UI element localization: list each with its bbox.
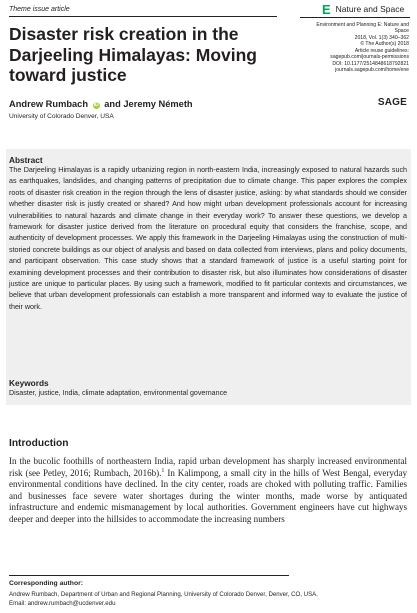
footnote-ref-1[interactable]: 1 bbox=[161, 467, 165, 474]
article-title: Disaster risk creation in the Darjeeling Himalayas: Moving toward justice bbox=[9, 24, 257, 85]
corresponding-heading: Corresponding author: bbox=[9, 580, 84, 587]
orcid-icon[interactable]: iD bbox=[93, 102, 99, 108]
keywords-text: Disaster, justice, India, climate adaptation, environmental governance bbox=[9, 389, 228, 397]
affiliation: University of Colorado Denver, USA bbox=[9, 113, 114, 120]
meta-permissions-link[interactable]: sagepub.com/journals-permissions bbox=[330, 54, 409, 61]
sage-logo bbox=[378, 97, 407, 108]
meta-journal-name-cont: Space bbox=[394, 28, 409, 35]
journal-brand[interactable] bbox=[322, 2, 404, 16]
corresponding-address: Andrew Rumbach, Department of Urban and Regional Planning, University of Colorado Denver, Denver, CO, USA. bbox=[9, 591, 318, 598]
introduction-text bbox=[9, 456, 407, 525]
keywords-heading: Keywords bbox=[9, 378, 49, 388]
meta-doi-link[interactable]: DOI: 10.1177/2514848618792821 bbox=[332, 60, 409, 67]
journal-brand-name: Nature and Space bbox=[335, 4, 405, 14]
abstract-text: The Darjeeling Himalayas is a rapidly urbanizing region in north-eastern India, increasingly exposed to natural hazards such as earthquakes, landslides, and changing patterns of precipitation due to climate change. This paper explores the complex roots of disaster risk creation in the region through the lens of disaster justice, asking: by what standards should we consider whether disaster risk is justly created or shared? And how might urban development professionals account for increasing vulnerabilities to natural hazards and climate change in their everyday work? To answer these questions, we develop a framework for disaster justice derived from the literature on procedural equity that considers the franchise, scope, and authenticity of development processes. We apply this framework in the Darjeeling Himalayas using the construction of multi-storied concrete buildings as our object of analysis and based on data collected from interviews, plans and policy documents, and participant observation. This case study shows that a standard framework of justice is a useful starting point for examining development processes and their contribution to disaster risk, but also illuminates how considerations of disaster justice are unique to particular places. By using such a framework, modified to fit particular contexts and circumstances, we believe that urban development professionals can establish a more transparent and informed way to evaluate the justice of their work. bbox=[9, 166, 407, 311]
abstract-heading: Abstract bbox=[9, 155, 43, 165]
corresponding-email[interactable]: Email: andrew.rumbach@ucdenver.edu bbox=[9, 600, 116, 607]
meta-copyright: © The Author(s) 2018 bbox=[360, 41, 409, 48]
article-type-label: Theme issue article bbox=[9, 6, 70, 13]
author-1[interactable]: Andrew Rumbach bbox=[9, 99, 89, 109]
journal-logo-letter: E bbox=[322, 1, 331, 17]
introduction-heading: Introduction bbox=[9, 438, 69, 449]
meta-reuse-label: Article reuse guidelines: bbox=[354, 47, 409, 54]
header-rule bbox=[9, 16, 277, 17]
intro-text-part-1: In the bucolic foothills of northeastern India, rapid urban development has sharply increased environmental risk (see Petley, 2016; Rumbach, 2016b). bbox=[9, 456, 407, 478]
sage-logo-text: SAGE bbox=[377, 97, 407, 108]
author-joiner: and bbox=[104, 99, 121, 109]
author-line bbox=[9, 99, 193, 109]
intro-text-part-2: In Kalimpong, a small city in the hills of West Bengal, everyday environmental conditions have declined. In the city center, roads are choked with polluting traffic. Families and businesses face severe water shortages during the winter months, made worse by antiquated infrastructure and endemic mismanagement by local authorities. Government engineers have cut highways deeper and deeper into the hillsides to accommodate the increasing numbers bbox=[9, 467, 407, 524]
journal-metadata bbox=[249, 22, 409, 74]
corresponding-details bbox=[9, 590, 318, 608]
meta-journal-name: Environment and Planning E: Nature and bbox=[316, 22, 409, 28]
meta-volume: 2018, Vol. 1(3) 340–362 bbox=[354, 34, 409, 41]
brand-rule bbox=[300, 17, 410, 18]
footer-rule bbox=[9, 575, 289, 576]
author-2[interactable]: Jeremy Németh bbox=[123, 99, 193, 109]
meta-journal-home-link[interactable]: journals.sagepub.com/home/ene bbox=[335, 67, 409, 74]
